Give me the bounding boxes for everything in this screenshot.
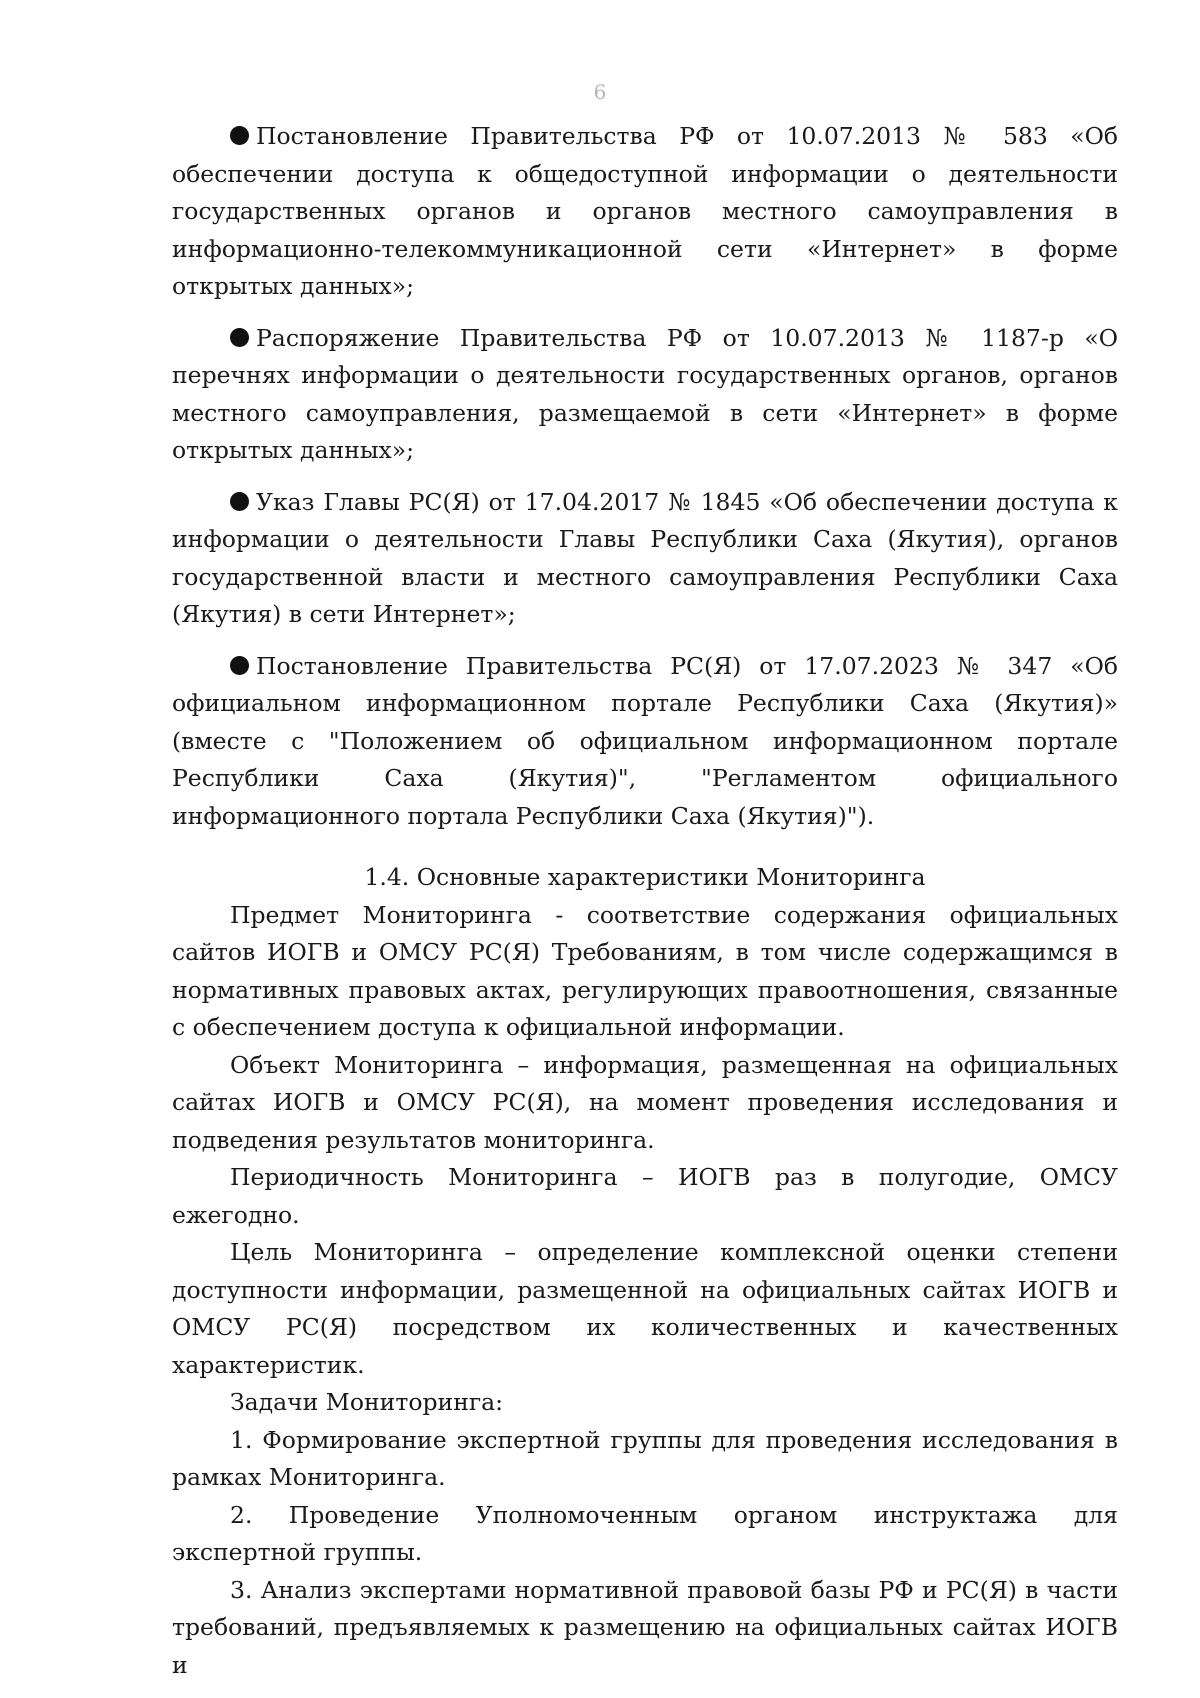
bullet-dot-icon (230, 328, 249, 347)
section-heading: 1.4. Основные характеристики Мониторинга (364, 863, 926, 891)
document-body (172, 118, 1118, 1684)
bullet-item (172, 320, 1118, 470)
page-number: 6 (593, 80, 607, 104)
task-item: 2. Проведение Уполномоченным органом инструктажа для экспертной группы. (172, 1500, 1118, 1566)
task-item: 3. Анализ экспертами нормативной правовой базы РФ и РС(Я) в части требований, предъявляемых к размещению на официальных сайтах ИОГВ и (172, 1575, 1118, 1679)
bullet-item (172, 484, 1118, 634)
task-item: 1. Формирование экспертной группы для проведения исследования в рамках Мониторинга. (172, 1425, 1118, 1491)
bullet-dot-icon (230, 492, 249, 511)
bullet-text: Постановление Правительства РС(Я) от 17.07.2023 № 347 «Об официальном информационном портале Республики Саха (Якутия)» (вместе с "Положением об официальном информационном портале Республики Саха (Якутия)", "Регламентом официального информационного портала Республики Саха (Якутия)"). (172, 651, 1118, 830)
bullet-text: Указ Главы РС(Я) от 17.04.2017 № 1845 «Об обеспечении доступа к информации о деятельности Главы Республики Саха (Якутия), органов государственной власти и местного самоуправления Республики Саха (Якутия) в сети Интернет»; (172, 487, 1118, 628)
bullet-dot-icon (230, 656, 249, 675)
bullet-dot-icon (230, 126, 249, 145)
bullet-item (172, 118, 1118, 306)
bullet-text: Постановление Правительства РФ от 10.07.2013 № 583 «Об обеспечении доступа к общедоступной информации о деятельности государственных органов и органов местного самоуправления в информационно-телекоммуникационной сети «Интернет» в форме открытых данных»; (172, 122, 1118, 300)
paragraph-periodicity: Периодичность Мониторинга – ИОГВ раз в полугодие, ОМСУ ежегодно. (172, 1163, 1118, 1229)
paragraph-subject: Предмет Мониторинга - соответствие содержания официальных сайтов ИОГВ и ОМСУ РС(Я) Требованиям, в том числе содержащимся в нормативных правовых актах, регулирующих правоотношения, связанные с обеспечением доступа к официальной информации. (172, 900, 1118, 1041)
bullet-item (172, 648, 1118, 836)
paragraph-tasks-heading: Задачи Мониторинга: (230, 1388, 504, 1416)
bullet-text: Распоряжение Правительства РФ от 10.07.2013 № 1187-р «О перечнях информации о деятельности государственных органов, органов местного самоуправления, размещаемой в сети «Интернет» в форме открытых данных»; (172, 323, 1118, 464)
paragraph-object: Объект Мониторинга – информация, размещенная на официальных сайтах ИОГВ и ОМСУ РС(Я), на момент проведения исследования и подведения результатов мониторинга. (172, 1050, 1118, 1154)
paragraph-goal: Цель Мониторинга – определение комплексной оценки степени доступности информации, размещенной на официальных сайтах ИОГВ и ОМСУ РС(Я) посредством их количественных и качественных характеристик. (172, 1238, 1118, 1379)
